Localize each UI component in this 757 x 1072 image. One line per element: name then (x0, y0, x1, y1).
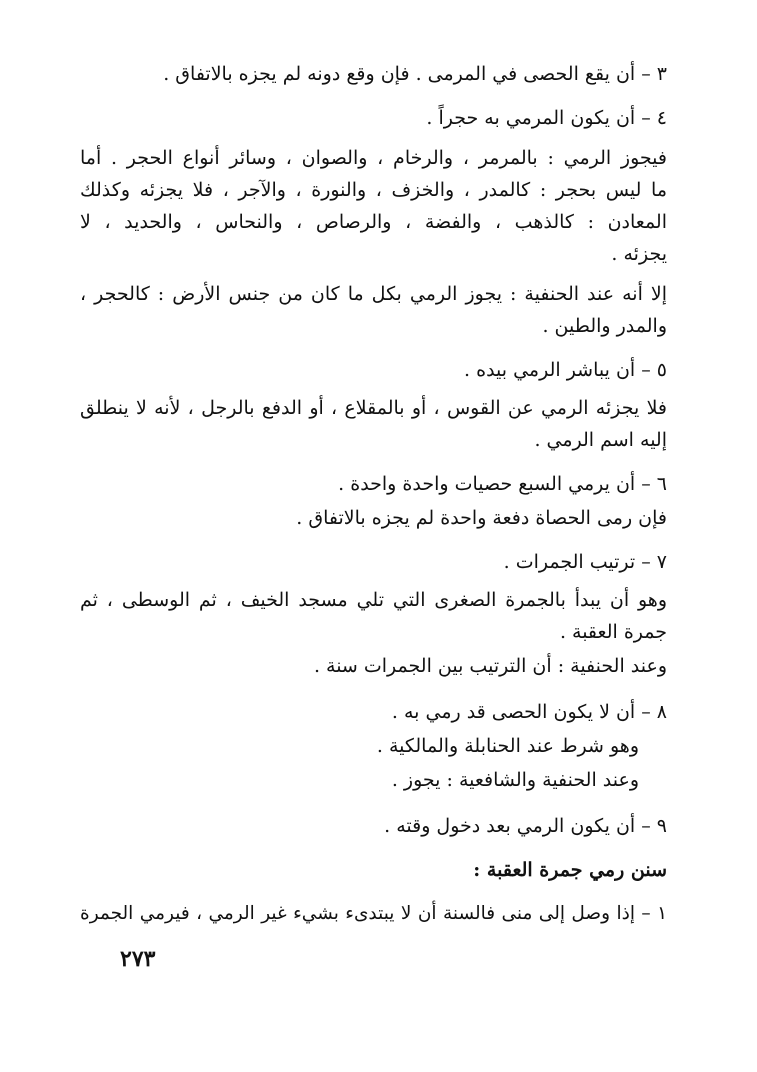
item-9-line: ٩ – أن يكون الرمي بعد دخول وقته . (384, 815, 667, 837)
body-line: وعند الحنفية والشافعية : يجوز . (391, 769, 639, 791)
body-line: وهو أن يبدأ بالجمرة الصغرى التي تلي مسجد الخيف ، ثم الوسطى ، ثم (80, 589, 667, 611)
body-line: وهو شرط عند الحنابلة والمالكية . (376, 735, 639, 757)
item-7-line: ٧ – ترتيب الجمرات . (503, 551, 667, 573)
item-6-line: ٦ – أن يرمي السبع حصيات واحدة واحدة . (338, 473, 667, 495)
item-8-line: ٨ – أن لا يكون الحصى قد رمي به . (391, 701, 667, 723)
item-5-line: ٥ – أن يباشر الرمي بيده . (464, 359, 667, 381)
item-1-line: ١ – إذا وصل إلى منى فالسنة أن لا يبتدىء بشيء غير الرمي ، فيرمي الجمرة (80, 903, 667, 924)
body-line: جمرة العقبة . (559, 621, 667, 643)
body-line: إليه اسم الرمي . (534, 429, 667, 451)
item-3-line: ٣ – أن يقع الحصى في المرمى . فإن وقع دونه لم يجزه بالاتفاق . (163, 63, 667, 85)
body-line: المعادن : كالذهب ، والفضة ، والرصاص ، والنحاس ، والحديد ، لا (80, 211, 667, 233)
body-line: يجزئه . (611, 243, 667, 265)
body-line: إلا أنه عند الحنفية : يجوز الرمي بكل ما كان من جنس الأرض : كالحجر ، (80, 283, 667, 305)
body-line: فيجوز الرمي : بالمرمر ، والرخام ، والصوان ، وسائر أنواع الحجر . أما (80, 147, 667, 169)
body-line: وعند الحنفية : أن الترتيب بين الجمرات سنة . (313, 655, 667, 677)
item-4-line: ٤ – أن يكون المرمي به حجراً . (426, 107, 667, 129)
body-line: فلا يجزئه الرمي عن القوس ، أو بالمقلاع ، أو الدفع بالرجل ، لأنه لا ينطلق (80, 397, 667, 419)
page-number: ٢٧٣ (120, 946, 156, 972)
section-heading: سنن رمي جمرة العقبة : (473, 859, 667, 881)
body-line: والمدر والطين . (542, 315, 667, 337)
body-line: فإن رمى الحصاة دفعة واحدة لم يجزه بالاتفاق . (296, 507, 667, 529)
body-line: ما ليس بحجر : كالمدر ، والخزف ، والنورة ، والآجر ، فلا يجزئه وكذلك (80, 179, 667, 201)
